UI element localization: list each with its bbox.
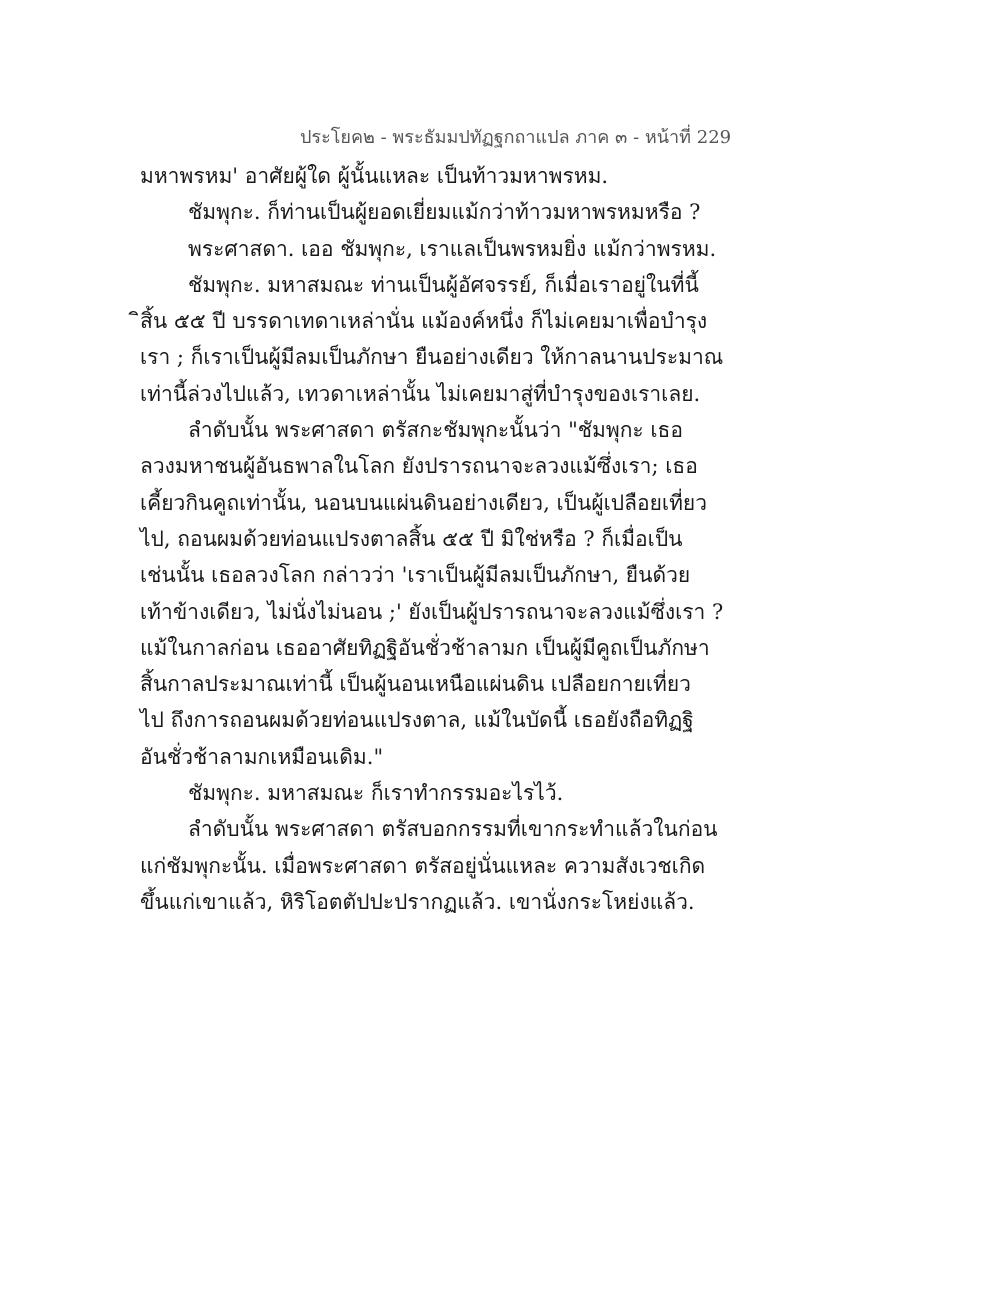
text-line: ชัมพุกะ. ก็ท่านเป็นผู้ยอดเยี่ยมแม้กว่าท้าวมหาพรหมหรือ ? — [188, 200, 701, 225]
text-line: ไป ถึงการถอนผมด้วยท่อนแปรงตาล, แม้ในบัดนี้ เธอยังถือทิฏฐิ — [140, 708, 694, 733]
text-line: ชัมพุกะ. มหาสมณะ ท่านเป็นผู้อัศจรรย์, ก็เมื่อเราอยู่ในที่นี้ — [188, 272, 699, 297]
text-line: ขึ้นแก่เขาแล้ว, หิริโอตตัปปะปรากฏแล้ว. เขานั่งกระโหย่งแล้ว. — [140, 889, 695, 914]
text-line: ลำดับนั้น พระศาสดา ตรัสบอกกรรมที่เขากระทำแล้วในก่อน — [188, 817, 718, 842]
text-line: ลำดับนั้น พระศาสดา ตรัสกะชัมพุกะนั้นว่า "ชัมพุกะ เธอ — [188, 418, 683, 443]
running-header: ประโยค๒ - พระธัมมปทัฏฐกถาแปล ภาค ๓ - หน้าที่ 229 — [300, 127, 732, 148]
text-line: อันชั่วช้าลามกเหมือนเดิม." — [140, 744, 384, 769]
text-line: เรา ; ก็เราเป็นผู้มีลมเป็นภักษา ยืนอย่างเดียว ให้กาลนานประมาณ — [140, 345, 724, 370]
text-line: เคี้ยวกินคูถเท่านั้น, นอนบนแผ่นดินอย่างเดียว, เป็นผู้เปลือยเที่ยว — [140, 490, 708, 515]
text-line: ชัมพุกะ. มหาสมณะ ก็เราทำกรรมอะไรไว้. — [188, 781, 564, 806]
text-line: เท่านี้ล่วงไปแล้ว, เทวดาเหล่านั้น ไม่เคยมาสู่ที่บำรุงของเราเลย. — [140, 381, 701, 406]
text-line: แก่ชัมพุกะนั้น. เมื่อพระศาสดา ตรัสอยู่นั่นแหละ ความสังเวชเกิด — [140, 853, 706, 878]
text-line: ิสิ้น ๕๕ ปี บรรดาเทดาเหล่านั่น แม้องค์หนึ่ง ก็ไม่เคยมาเพื่อบำรุง — [140, 309, 708, 334]
body-text — [140, 158, 724, 920]
text-line: สิ้นกาลประมาณเท่านี้ เป็นผู้นอนเหนือแผ่นดิน เปลือยกายเที่ยว — [140, 672, 691, 697]
text-line: ไป, ถอนผมด้วยท่อนแปรงตาลสิ้น ๕๕ ปี มิใช่หรือ ? ก็เมื่อเป็น — [140, 526, 683, 551]
text-line: ลวงมหาชนผู้อันธพาลในโลก ยังปรารถนาจะลวงแม้ซึ่งเรา; เธอ — [140, 454, 698, 479]
text-line: เท้าข้างเดียว, ไม่นั่งไม่นอน ;' ยังเป็นผู้ปรารถนาจะลวงแม้ซึ่งเรา ? — [140, 599, 724, 624]
text-line: มหาพรหม' อาศัยผู้ใด ผู้นั้นแหละ เป็นท้าวมหาพรหม. — [140, 164, 609, 188]
text-line: พระศาสดา. เออ ชัมพุกะ, เราแลเป็นพรหมยิ่ง แม้กว่าพรหม. — [188, 236, 717, 261]
text-line: เช่นนั้น เธอลวงโลก กล่าวว่า 'เราเป็นผู้มีลมเป็นภักษา, ยืนด้วย — [140, 563, 691, 588]
text-line: แม้ในกาลก่อน เธออาศัยทิฏฐิอันชั่วช้าลามก เป็นผู้มีคูถเป็นภักษา — [140, 635, 710, 660]
